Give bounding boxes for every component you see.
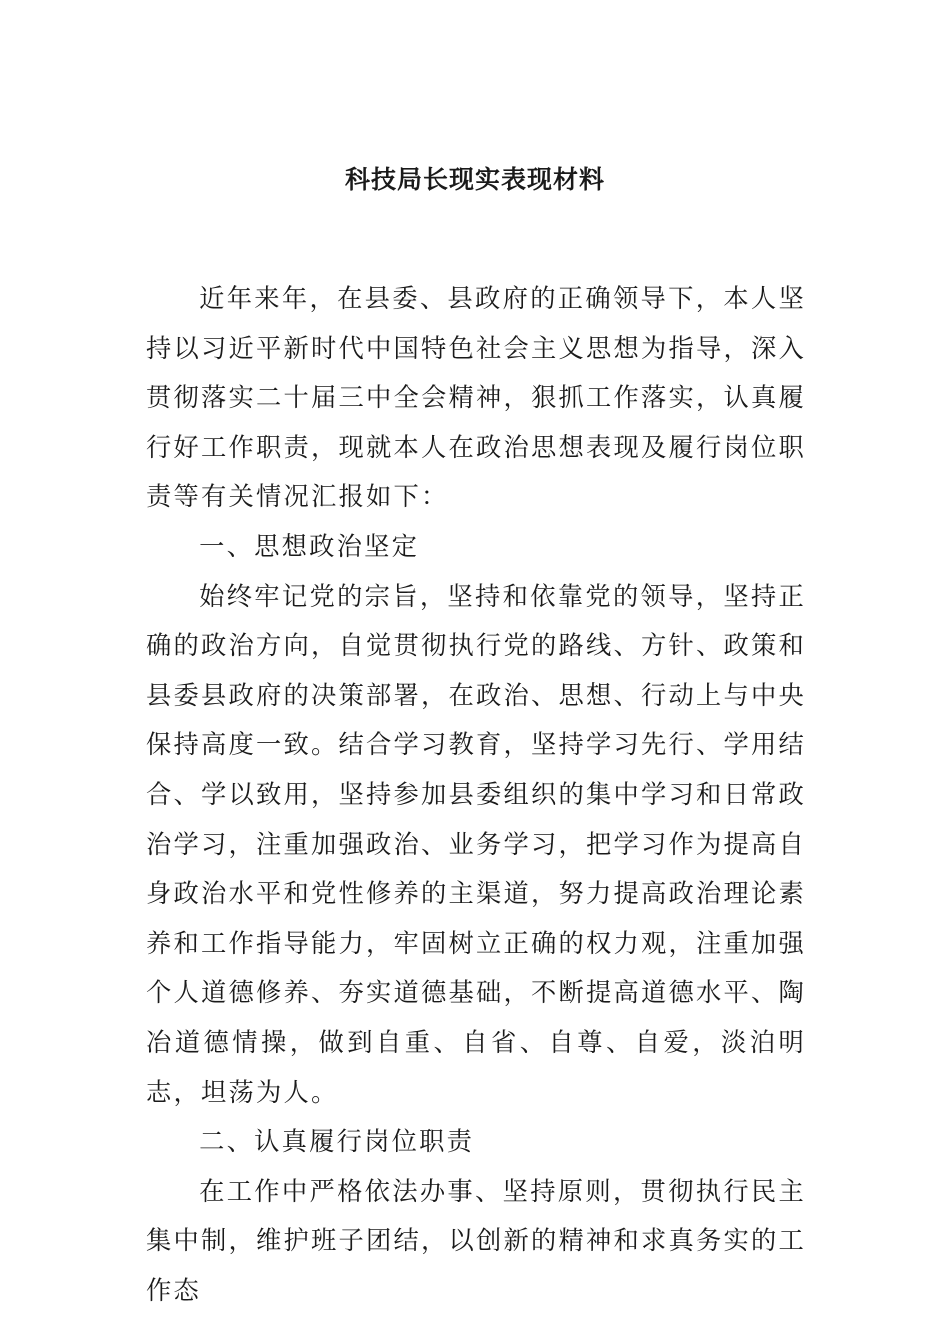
intro-paragraph: 近年来年，在县委、县政府的正确领导下，本人坚持以习近平新时代中国特色社会主义思想为指导，深入贯彻落实二十届三中全会精神，狠抓工作落实，认真履行好工作职责，现就本人在政治思想表现及履行岗位职责等有关情况汇报如下： — [146, 284, 806, 512]
section-1-paragraph: 始终牢记党的宗旨，坚持和依靠党的领导，坚持正确的政治方向，自觉贯彻执行党的路线、方针、政策和县委县政府的决策部署，在政治、思想、行动上与中央保持高度一致。结合学习教育，坚持学习先行、学用结合、学以致用，坚持参加县委组织的集中学习和日常政治学习，注重加强政治、业务学习，把学习作为提高自身政治水平和党性修养的主渠道，努力提高政治理论素养和工作指导能力，牢固树立正确的权力观，注重加强个人道德修养、夯实道德基础，不断提高道德水平、陶冶道德情操，做到自重、自省、自尊、自爱，淡泊明志，坦荡为人。 — [146, 581, 806, 1107]
document-title: 科技局长现实表现材料 — [344, 165, 605, 194]
document-body — [146, 274, 806, 1315]
section-heading-1: 一、思想政治坚定 — [199, 531, 420, 561]
section-heading-2: 二、认真履行岗位职责 — [199, 1127, 475, 1157]
section-2-paragraph: 在工作中严格依法办事、坚持原则，贯彻执行民主集中制，维护班子团结，以创新的精神和求真务实的工作态 — [146, 1176, 806, 1305]
